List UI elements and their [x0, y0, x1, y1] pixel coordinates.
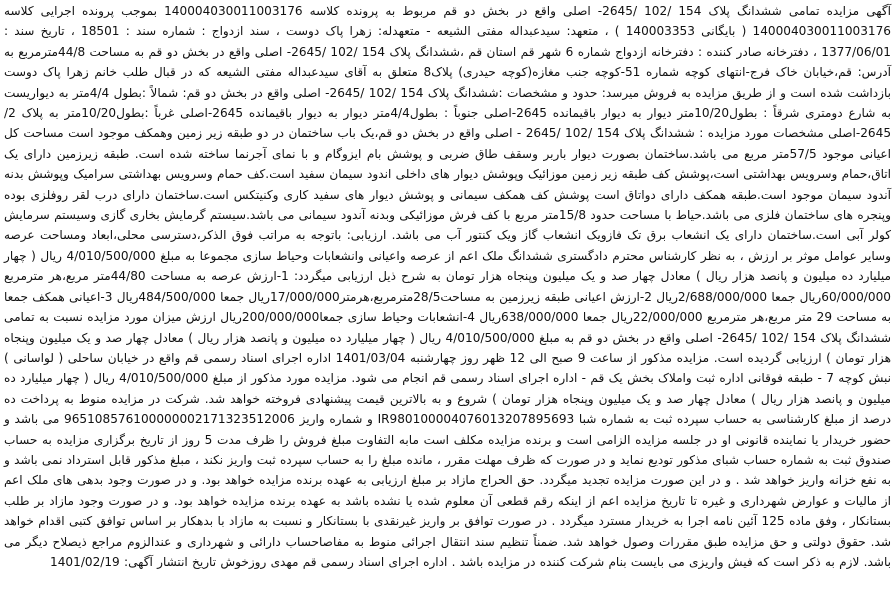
notice-publication-line: اداره اجرای اسناد رسمی قم مهدی روزخوش تاریخ انتشار آگهی: 1401/02/19 — [50, 554, 448, 569]
notice-body: آگهی مزایده تمامی ششدانگ پلاک 154 /102 /2645- اصلی واقع در بخش دو قم مربوط به پرونده کلاسه 140004030011003176 بموجب پرونده اجرایی کلاسه 140004030011003176 ( بایگانی 140003353 ) ، متعهد: سیدعبداله مفتی الشیعه - متعهدله: زهرا پاک دوست ، سند ازدواج : شماره سند : 18501 ، تاریخ سند : 1377/06/01 ، دفترخانه صادر کننده : دفترخانه ازدواج شماره 6 شهر قم استان قم ،ششدانگ پلاک 154 /102 /2645- اصلی واقع در بخش دو قم به مساحت 44/8مترمربع به آدرس: قم،خیابان خاک فرج-انتهای کوچه شماره 51-کوچه جنب مغازه(کوچه حیدری) پلاک8 متعلق به آقای سیدعبداله مفتی الشیعه که در قبال طلب خانم زهرا پاک دوست بازداشت شده است و از طریق مزایده به فروش میرسد: حدود و مشخصات :ششدانگ پلاک 154 /102 /2645- اصلی واقع در بخش دو قم: شمالاً :بطول 4/4متر به دیواریست به شارع دومتری شرقاً : بطول10/20متر دیوار به دیوار باقیمانده 2645-اصلی جنوباً : بطول4/4متر دیوار به دیوار باقیمانده 2645-اصلی غرباً :بطول10/20متر به پلاک 2/ 2645-اصلی مشخصات مورد مزایده : ششدانگ پلاک 154 /102 /2645 - اصلی واقع در بخش دو قم،یک باب ساختمان در دو طبقه زیر زمین وهمکف موجود است مساحت کل اعیانی موجود 57/5متر مربع می باشد.ساختمان بصورت دیوار باربر وسقف طاق ضربی و پوشش بام ایزوگام و با نمای آجرنما ساخته شده است. طبقه زیرزمین دارای یک اتاق،حمام وسرویس بهداشتی است،پوشش کف طبقه زیر زمین موزائیک وپوشش دیوار های داخلی اندود سیمان سفید است.کف حمام وسرویس بهداشتی سرامیک وپوشش بدنه آندود سیمان موجود است.طبقه همکف دارای دواتاق است پوشش کف همکف سیمانی و پوشش دیوار های سفید کاری وکنیتکس است.ساختمان دارای درب لقر روفلزی بوده وپنجره های ساختمان فلزی می باشد.حیاط با مساحت حدود 15/8متر مربع با کف فرش موزائیکی وبدنه آندود سیمانی می باشد.سیستم گرمایش بخاری گازی وسیستم سرمایش کولر آبی است.ساختمان دارای یک انشعاب برق تک فازویک انشعاب گاز ویک کنتور آب می باشد. ارزیابی: باتوجه به مراتب فوق الذکر،دسترسی محلی،ابعاد ومساحت عرصه وسایر عوامل موثر بر ارزش ، به نظر کارشناس محترم دادگستری ششدانگ ملک اعم از عرصه واعیانی وانشعابات وحیاط سازی مجموعا به مبلغ 4/010/500/000 ریال ( چهار میلیارد ده میلیون و پانصد هزار ریال ) معادل چهار صد و یک میلیون وپنجاه هزار تومان به شرح ذیل ارزیابی میگردد: 1-ارزش عرصه به مساحت 44/80متر مربع،هر مترمربع 60/000/000ریال جمعا 2/688/000/000ریال 2-ارزش اعیانی طبقه زیرزمین به مساحت28/5مترمربع،هرمتر17/000/000ریال جمعا 484/500/000ریال 3-اعیانی همکف جمعا به مساحت 29 متر مربع،هر مترمربع 22/000/000ریال جمعا 638/000/000ریال 4-انشعابات وحیاط سازی جمعا200/000/000ریال ارزش میزان مورد مزایده نسبت به تمامی ششدانگ پلاک 154 /102 /2645- اصلی واقع در بخش دو قم به مبلغ 4/010/500/000 ریال ( چهار میلیارد ده میلیون و پانصد هزار ریال ) معادل چهار صد و یک میلیون وپنجاه هزار تومان ) ارزیابی گردیده است. مزایده مذکور از ساعت 9 صبح الی 12 ظهر روز چهارشنبه 1401/03/04 اداره اجرای اسناد رسمی قم واقع در خیابان ساحلی ( لواسانی ) نبش کوچه 7 - طبقه فوقانی اداره ثبت واملاک بخش یک قم - اداره اجرای اسناد رسمی قم انجام می شود. مزایده مورد مذکور از مبلغ 4/010/500/000 ریال ( چهار میلیارد ده میلیون و پانصد هزار ریال ) معادل چهار صد و یک میلیون وپنجاه هزار تومان ) شروع و به بالاترین قیمت پیشنهادی فروخته خواهد شد. شرکت در مزایده منوط به پرداخت ده درصد از مبلغ کارشناسی به حساب سپرده ثبت به شماره شبا IR980100004076013207895693 و شماره واریز 965108576100000002171323512006 می باشد و حضور خریدار یا نماینده قانونی او در جلسه مزایده الزامی است و برنده مزایده مکلف است مابه التفاوت مبلغ فروش را ظرف مدت 5 روز از تاریخ برگزاری مزایده به حساب صندوق ثبت به شماره حساب شبای مذکور تودیع نماید و در صورت که ظرف مهلت مقرر ، مانده مبلغ را به حساب سپرده ثبت واریز نکند ، مبلغ مذکور قابل استرداد نمی باشد و به نفع خزانه واریز خواهد شد . و در این صورت مزایده تجدید میگردد. حق الحراج مازاد بر مبلغ ارزیابی به عهده برنده مزایده خواهد بود. و در صورت وجود بدهی های ملک اعم از مالیات و عوارض شهرداری و غیره تا تاریخ مزایده اعم از اینکه رقم قطعی آن معلوم شده یا نشده باشد به عهده برنده مزایده خواهد بود. و در صورت وجود مازاد بر طلب بستانکار ، وفق ماده 125 آئین نامه اجرا به خریدار مسترد میگردد . در صورت توافق بر واریز غیرنقدی با بستانکار و نسبت به مازاد با بدهکار بر اساس توافق کتبی اقدام خواهد شد. حقوق دولتی و حق مزایده طبق مقررات وصول خواهد شد. ضمناً تنظیم سند انتقال اجرائی منوط به مفاصاحساب دارائی و شهرداری و عندالزوم مراجع ذیصلاح دیگر می باشد. لازم به ذکر است که فیش واریزی می بایست بنام شرکت کننده در مزایده باشد . — [4, 4, 892, 569]
auction-notice-text — [4, 1, 891, 572]
